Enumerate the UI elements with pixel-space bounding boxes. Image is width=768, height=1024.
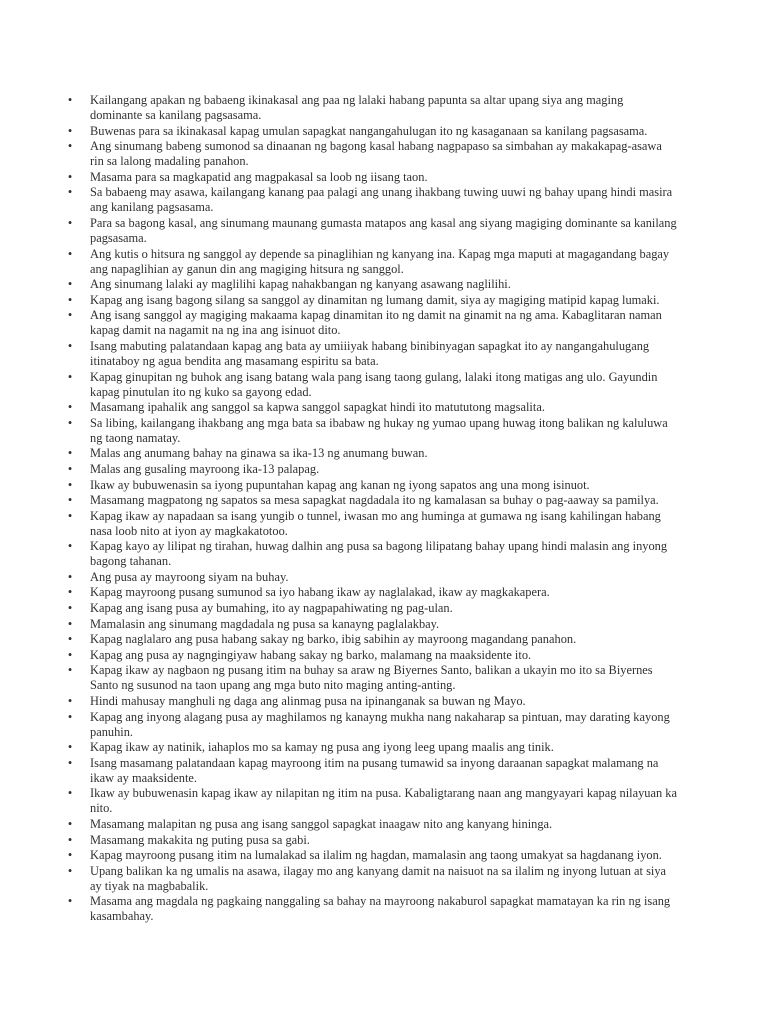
list-item (67, 215, 678, 246)
list-item (67, 848, 678, 863)
bullet-icon: • (67, 292, 73, 307)
list-item (67, 446, 678, 461)
bullet-icon: • (67, 215, 73, 230)
list-item (67, 647, 678, 663)
bullet-icon: • (67, 663, 73, 678)
list-item-text: Kapag kayo ay lilipat ng tirahan, huwag dalhin ang pusa sa bagong lilipatang bahay upang hindi malasin ang inyong bagong tahanan. (90, 539, 668, 569)
list-item (67, 277, 678, 292)
list-item (67, 508, 678, 539)
bullet-icon: • (67, 369, 73, 384)
document-page (0, 93, 768, 925)
list-item-text: Malas ang anumang bahay na ginawa sa ika-13 ng anumang buwan. (90, 446, 428, 461)
bullet-icon: • (67, 415, 73, 430)
list-item-text: Isang masamang palatandaan kapag mayroong itim na pusang tumawid sa inyong daraanan sapagkat malamang na ikaw ay maaksidente. (90, 755, 659, 785)
bullet-icon: • (67, 832, 73, 847)
list-item-text: Masama ang magdala ng pagkaing nanggaling sa bahay na mayroong nakaburol sapagkat mamatayan ka rin ng isang kasambahay. (90, 894, 671, 924)
list-item (67, 863, 678, 894)
list-item (67, 246, 678, 277)
list-item-text: Para sa bagong kasal, ang sinumang maunang gumasta matapos ang kasal ang siyang magiging dominante sa kanilang pagsasama. (90, 215, 677, 245)
list-item (67, 400, 678, 415)
bullet-icon: • (67, 786, 73, 801)
list-item-text: Kapag ang inyong alagang pusa ay maghilamos ng kanayng mukha nang nakaharap sa pintuan, may darating kayong panuhin. (90, 709, 670, 739)
list-item (67, 539, 678, 569)
list-item-text: Kailangang apakan ng babaeng ikinakasal ang paa ng lalaki habang papunta sa altar upang siya ang maging dominante sa kanilang pagsasama. (90, 93, 624, 122)
list-item (67, 93, 678, 123)
list-item-text: Kapag ang isang bagong silang sa sanggol ay dinamitan ng lumang damit, siya ay magiging matipid kapag lumaki. (90, 292, 660, 307)
bullet-icon: • (67, 817, 73, 831)
bullet-icon: • (67, 477, 73, 492)
list-item-text: Masamang magpatong ng sapatos sa mesa sapagkat nagdadala ito ng kamalasan sa buhay o pag-aaway sa pamilya. (90, 493, 659, 508)
bullet-icon: • (67, 446, 73, 461)
bullet-icon: • (67, 585, 73, 600)
list-item-text: Masamang malapitan ng pusa ang isang sanggol sapagkat inaagaw nito ang kanyang hininga. (90, 817, 553, 831)
list-item-text: Masamang makakita ng puting pusa sa gabi. (90, 832, 310, 847)
list-item (67, 569, 678, 585)
bullet-icon: • (67, 246, 73, 261)
list-item-text: Hindi mahusay manghuli ng daga ang alinmag pusa na ipinanganak sa buwan ng Mayo. (90, 694, 526, 709)
list-item (67, 477, 678, 493)
list-item (67, 185, 678, 215)
list-item-text: Ang isang sanggol ay magiging makaama kapag dinamitan ito ng damit na ginamit na ng ama. Kabaglitaran naman kapag damit na nagamit na ng ina ang isinuot dito. (90, 308, 662, 338)
list-item (67, 786, 678, 816)
list-item-text: Masamang ipahalik ang sanggol sa kapwa sanggol sapagkat hindi ito matututong magsalita. (90, 400, 545, 415)
list-item (67, 461, 678, 477)
list-item (67, 694, 678, 709)
bullet-icon: • (67, 338, 73, 353)
list-item (67, 415, 678, 446)
bullet-icon: • (67, 755, 73, 770)
bullet-icon: • (67, 740, 73, 755)
list-item-text: Sa libing, kailangang ihakbang ang mga bata sa ibabaw ng hukay ng yumao upang huwag itong balikan ng kaluluwa ng taong namatay. (90, 415, 668, 445)
list-item-text: Ang sinumang lalaki ay maglilihi kapag nahakbangan ng kanyang asawang naglilihi. (90, 277, 511, 292)
bullet-icon: • (67, 694, 73, 709)
list-item (67, 493, 678, 508)
list-item (67, 308, 678, 338)
bullet-icon: • (67, 123, 73, 138)
bullet-icon: • (67, 508, 73, 523)
list-item-text: Ang kutis o hitsura ng sanggol ay depende sa pinaglihian ng kanyang ina. Kapag mga maputi at magagandang bagay ang napaglihian ay ganun din ang magiging hitsura ng sanggol. (90, 246, 670, 276)
bullet-icon: • (67, 308, 73, 323)
list-item (67, 601, 678, 616)
bullet-icon: • (67, 647, 73, 662)
list-item (67, 338, 678, 369)
bullet-icon: • (67, 93, 73, 107)
bullet-icon: • (67, 863, 73, 878)
list-item (67, 169, 678, 185)
bullet-icon: • (67, 709, 73, 724)
bullet-icon: • (67, 616, 73, 631)
list-item (67, 817, 678, 832)
list-item-text: Kapag ikaw ay natinik, iahaplos mo sa kamay ng pusa ang iyong leeg upang maalis ang tinik. (90, 740, 554, 755)
list-item-text: Kapag ginupitan ng buhok ang isang batang wala pang isang taong gulang, lalaki itong matigas ang ulo. Gayundin kapag pinutulan ito ng kuko sa gayong edad. (90, 369, 658, 399)
bullet-icon: • (67, 277, 73, 292)
list-item (67, 369, 678, 400)
list-item-text: Upang balikan ka ng umalis na asawa, ilagay mo ang kanyang damit na naisuot na sa ilalim ng inyong lutuan at siya ay tiyak na magbabalik. (90, 863, 667, 893)
bullet-icon: • (67, 139, 73, 154)
bullet-icon: • (67, 569, 73, 584)
list-item-text: Masama para sa magkapatid ang magpakasal sa loob ng iisang taon. (90, 169, 428, 184)
list-item-text: Malas ang gusaling mayroong ika-13 palapag. (90, 461, 320, 476)
list-item-text: Isang mabuting palatandaan kapag ang bata ay umiiiyak habang binibinyagan sapagkat ito ay nangangahulugang itinataboy ng agua bendita ang masamang espiritu sa bata. (90, 338, 650, 368)
list-item-text: Sa babaeng may asawa, kailangang kanang paa palagi ang unang ihakbang tuwing uuwi ng bahay upang hindi masira ang kanilang pagsasama. (90, 185, 673, 215)
list-item (67, 585, 678, 600)
list-item-text: Ikaw ay bubuwenasin sa iyong pupuntahan kapag ang kanan ng iyong sapatos ang una mong isinuot. (90, 477, 590, 492)
list-item (67, 894, 678, 924)
list-item-text: Kapag naglalaro ang pusa habang sakay ng barko, ibig sabihin ay mayroong magandang panahon. (90, 632, 577, 647)
bullet-icon: • (67, 894, 73, 909)
list-item-text: Ikaw ay bubuwenasin kapag ikaw ay nilapitan ng itim na pusa. Kabaligtarang naan ang mangyayari kapag nilayuan ka nito. (90, 786, 677, 816)
bullet-icon: • (67, 493, 73, 508)
bullet-icon: • (67, 539, 73, 554)
list-item (67, 139, 678, 169)
list-item-text: Kapag ang pusa ay nagngingiyaw habang sakay ng barko, malamang na maaksidente ito. (90, 647, 532, 662)
bullet-icon: • (67, 461, 73, 476)
list-item-text: Kapag ang isang pusa ay bumahing, ito ay nagpapahiwating ng pag-ulan. (90, 601, 453, 616)
bullet-icon: • (67, 400, 73, 415)
bullet-icon: • (67, 848, 73, 863)
list-item (67, 632, 678, 647)
superstition-list (0, 93, 678, 924)
bullet-icon: • (67, 169, 73, 184)
list-item (67, 709, 678, 740)
bullet-icon: • (67, 185, 73, 200)
bullet-icon: • (67, 632, 73, 647)
list-item-text: Mamalasin ang sinumang magdadala ng pusa sa kanayng paglalakbay. (90, 616, 440, 631)
list-item (67, 740, 678, 755)
list-item-text: Ang sinumang babeng sumonod sa dinaanan ng bagong kasal habang nagpapaso sa simbahan ay makakapag-asawa rin sa lalong madaling panahon. (90, 139, 662, 169)
list-item-text: Kapag ikaw ay nagbaon ng pusang itim na buhay sa araw ng Biyernes Santo, balikan a ukayin mo ito sa Biyernes Santo ng susunod na taon upang ang mga buto nito maging anting-anting. (90, 663, 653, 693)
list-item-text: Ang pusa ay mayroong siyam na buhay. (90, 569, 289, 584)
list-item (67, 832, 678, 848)
list-item (67, 292, 678, 308)
list-item-text: Buwenas para sa ikinakasal kapag umulan sapagkat nangangahulugan ito ng kasaganaan sa kanilang pagsasama. (90, 123, 648, 138)
list-item-text: Kapag ikaw ay napadaan sa isang yungib o tunnel, iwasan mo ang huminga at gumawa ng isang kahilingan habang nasa loob nito at iyon ay magkakatotoo. (90, 508, 661, 538)
list-item-text: Kapag mayroong pusang sumunod sa iyo habang ikaw ay naglalakad, ikaw ay magkakapera. (90, 585, 550, 600)
list-item (67, 663, 678, 693)
list-item (67, 123, 678, 139)
list-item-text: Kapag mayroong pusang itim na lumalakad sa ilalim ng hagdan, mamalasin ang taong umakyat sa hagdanang iyon. (90, 848, 662, 863)
list-item (67, 616, 678, 632)
list-item (67, 755, 678, 786)
bullet-icon: • (67, 601, 73, 616)
